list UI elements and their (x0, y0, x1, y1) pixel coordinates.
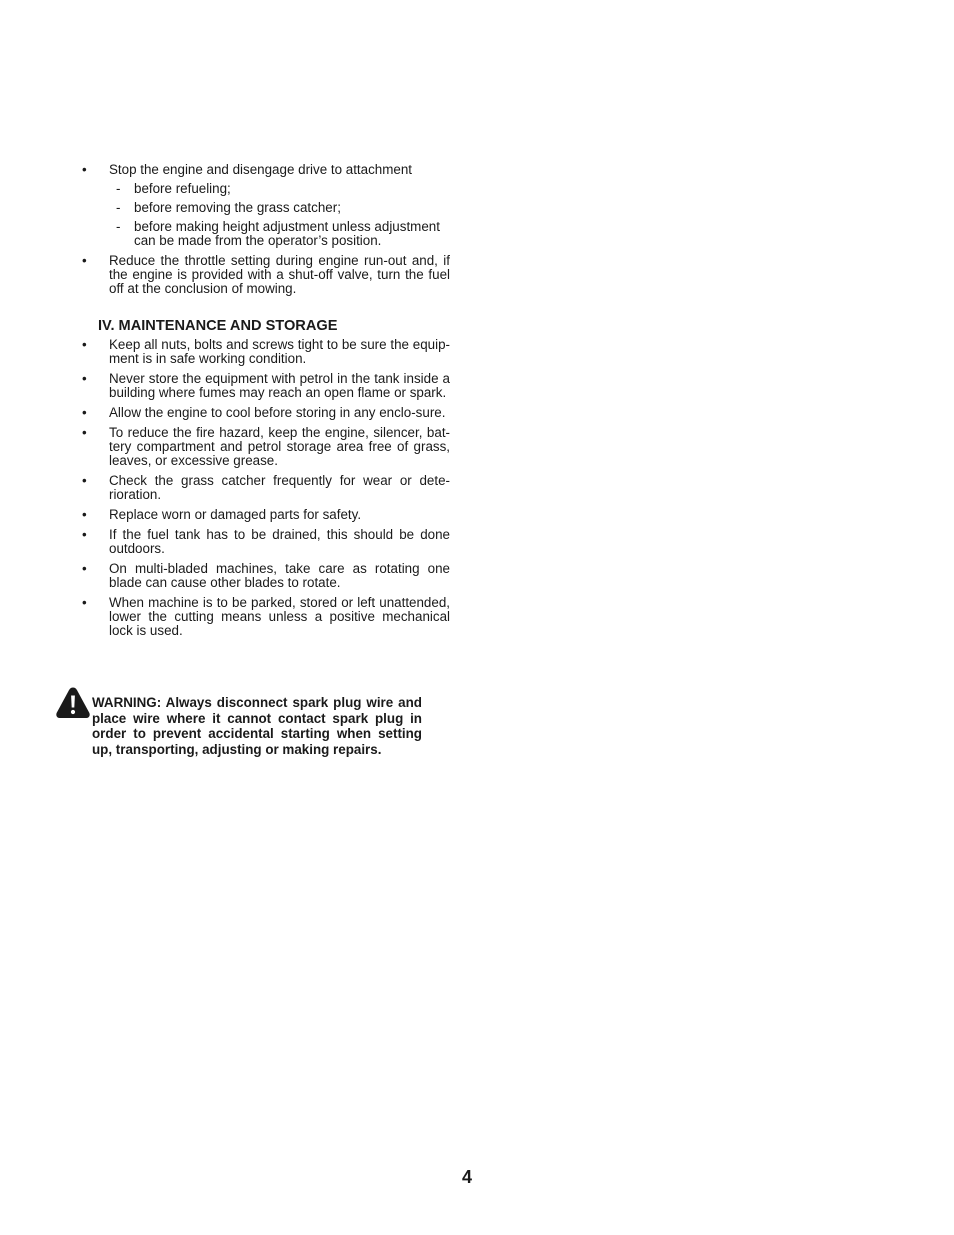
list-item (82, 528, 450, 556)
list-item-text: On multi-bladed machines, take care as rotating one blade can cause other blades to rotate. (109, 561, 450, 590)
list-item-text: Check the grass catcher frequently for wear or dete-rioration. (109, 473, 450, 502)
dash-glyph: - (116, 219, 121, 234)
sub-item-text: before removing the grass catcher; (134, 200, 341, 215)
list-item (82, 254, 450, 296)
bullet-glyph: • (82, 405, 87, 420)
bullet-glyph: • (82, 595, 87, 610)
list-item-text: Stop the engine and disengage drive to attachment (109, 162, 412, 177)
list-item (82, 426, 450, 468)
list-item-text: Replace worn or damaged parts for safety. (109, 507, 362, 522)
list-item (82, 596, 450, 638)
warning-triangle-icon (55, 686, 91, 720)
bullet-glyph: • (82, 561, 87, 576)
sub-list-item (109, 201, 450, 215)
bullet-glyph: • (82, 337, 87, 352)
list-item-text: Allow the engine to cool before storing in any enclo-sure. (109, 405, 446, 420)
bullet-glyph: • (82, 507, 87, 522)
list-item-text: Reduce the throttle setting during engine run-out and, if the engine is provided with a shut-off valve, turn the fuel off at the conclusion of mowing. (109, 253, 450, 296)
bullet-glyph: • (82, 527, 87, 542)
dash-glyph: - (116, 181, 121, 196)
sub-item-text: before making height adjustment unless adjustment can be made from the operator’s position. (134, 219, 440, 248)
warning-text: WARNING: Always disconnect spark plug wire and place wire where it cannot contact spark plug in order to prevent accidental starting when setting up, transporting, adjusting or making repairs. (92, 695, 422, 757)
main-column (82, 163, 450, 644)
bullet-glyph: • (82, 371, 87, 386)
list-item-text: If the fuel tank has to be drained, this should be done outdoors. (109, 527, 450, 556)
safety-list (82, 163, 450, 296)
list-item (82, 406, 450, 420)
sub-item-text: before refueling; (134, 181, 231, 196)
warning-block (55, 686, 425, 766)
list-item-text: When machine is to be parked, stored or left unattended, lower the cutting means unless a positive mechanical lock is used. (109, 595, 450, 638)
bullet-glyph: • (82, 425, 87, 440)
list-item (82, 508, 450, 522)
sub-list (109, 182, 450, 248)
section-heading: IV. MAINTENANCE AND STORAGE (98, 318, 338, 334)
list-item (82, 163, 450, 248)
bullet-glyph: • (82, 473, 87, 488)
list-item (82, 338, 450, 366)
page-number: 4 (462, 1167, 473, 1187)
list-item-text: Keep all nuts, bolts and screws tight to be sure the equip-ment is in safe working condition. (109, 337, 450, 366)
bullet-glyph: • (82, 162, 87, 177)
sub-list-item (109, 220, 450, 248)
maintenance-list (82, 338, 450, 638)
list-item-text: To reduce the fire hazard, keep the engine, silencer, bat-tery compartment and petrol storage area free of grass, leaves, or excessive grease. (109, 425, 450, 468)
list-item (82, 562, 450, 590)
bullet-glyph: • (82, 253, 87, 268)
sub-list-item (109, 182, 450, 196)
list-item (82, 372, 450, 400)
list-item (82, 474, 450, 502)
list-item-text: Never store the equipment with petrol in the tank inside a building where fumes may reach an open flame or spark. (109, 371, 450, 400)
dash-glyph: - (116, 200, 121, 215)
